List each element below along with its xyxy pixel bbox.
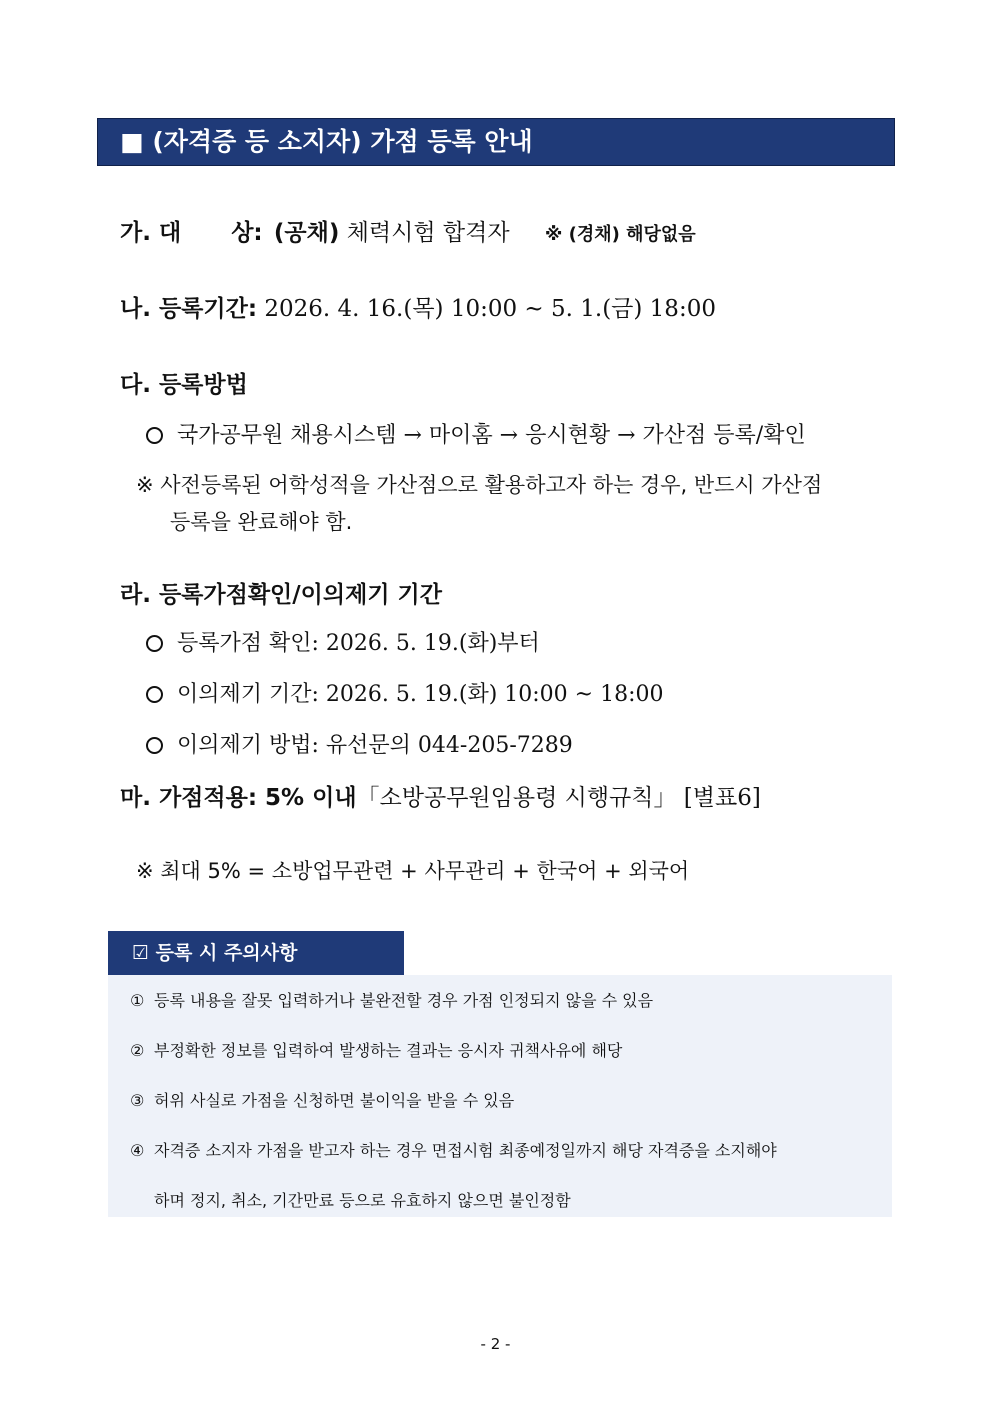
notice-item-continuation: 하며 정지, 취소, 기간만료 등으로 유효하지 않으면 불인정함 bbox=[154, 1191, 571, 1210]
page-number: - 2 - bbox=[480, 1335, 511, 1353]
circle-bullet-icon bbox=[146, 686, 163, 703]
banner-title: (자격증 등 소지자) 가점 등록 안내 bbox=[152, 127, 533, 156]
notice-item-text: 부정확한 정보를 입력하여 발생하는 결과는 응시자 귀책사유에 해당 bbox=[154, 1041, 623, 1060]
section-e-ref: 「소방공무원임용령 시행규칙」 [별표6] bbox=[356, 785, 761, 811]
section-c-note-line2: 등록을 완료해야 함. bbox=[170, 510, 353, 534]
section-d-item-text: 등록가점 확인: 2026. 5. 19.(화)부터 bbox=[177, 631, 540, 656]
path-text: 국가공무원 채용시스템 → 마이홈 → 응시현황 → 가산점 등록/확인 bbox=[177, 423, 806, 448]
notice-item-num: ① bbox=[130, 991, 145, 1010]
notice-box bbox=[108, 975, 892, 1217]
target-text: 체력시험 합격자 bbox=[346, 220, 510, 246]
section-e-note: ※ 최대 5% = 소방업무관련 + 사무관리 + 한국어 + 외국어 bbox=[136, 859, 690, 883]
section-a-label: 가. 대 bbox=[120, 220, 182, 246]
section-d-label: 라. 등록가점확인/이의제기 기간 bbox=[120, 582, 442, 608]
notice-item-num: ④ bbox=[130, 1141, 145, 1160]
section-b bbox=[120, 290, 716, 323]
section-d-item bbox=[146, 728, 573, 759]
notice-item-text: 허위 사실로 가점을 신청하면 불이익을 받을 수 있음 bbox=[154, 1091, 515, 1110]
section-banner bbox=[97, 118, 895, 166]
target-bold: (공채) bbox=[273, 220, 340, 246]
section-b-label: 나. 등록기간: bbox=[120, 296, 258, 322]
square-bullet-icon: ■ bbox=[120, 127, 144, 156]
target-note: ※ (경채) 해당없음 bbox=[544, 224, 696, 245]
section-c-label: 다. 등록방법 bbox=[120, 372, 248, 398]
notice-item bbox=[130, 988, 653, 1011]
notice-item bbox=[130, 1138, 777, 1161]
notice-item bbox=[130, 1088, 514, 1111]
circle-bullet-icon bbox=[146, 737, 163, 754]
section-e-label: 마. 가점적용: 5% 이내 bbox=[120, 785, 357, 811]
section-d-item-text: 이의제기 기간: 2026. 5. 19.(화) 10:00 ~ 18:00 bbox=[177, 682, 664, 707]
section-a bbox=[120, 214, 696, 247]
circle-bullet-icon bbox=[146, 635, 163, 652]
section-b-value: 2026. 4. 16.(목) 10:00 ~ 5. 1.(금) 18:00 bbox=[264, 296, 716, 322]
section-a-label2: 상: bbox=[231, 220, 263, 246]
notice-item-num: ② bbox=[130, 1041, 145, 1060]
circle-bullet-icon bbox=[146, 427, 163, 444]
notice-item-text: 자격증 소지자 가점을 받고자 하는 경우 면접시험 최종예정일까지 해당 자격증을 소지해야 bbox=[154, 1141, 777, 1160]
section-e bbox=[120, 779, 761, 812]
notice-item-text: 등록 내용을 잘못 입력하거나 불완전할 경우 가점 인정되지 않을 수 있음 bbox=[154, 991, 654, 1010]
section-c-path bbox=[146, 418, 806, 449]
notice-title: ☑ 등록 시 주의사항 bbox=[108, 931, 404, 975]
section-d-item bbox=[146, 626, 540, 657]
notice-item bbox=[130, 1038, 622, 1061]
section-d-item bbox=[146, 677, 664, 708]
section-c-note-line1: ※ 사전등록된 어학성적을 가산점으로 활용하고자 하는 경우, 반드시 가산점 bbox=[136, 473, 823, 497]
section-d-item-text: 이의제기 방법: 유선문의 044-205-7289 bbox=[177, 733, 573, 758]
notice-item-num: ③ bbox=[130, 1091, 145, 1110]
